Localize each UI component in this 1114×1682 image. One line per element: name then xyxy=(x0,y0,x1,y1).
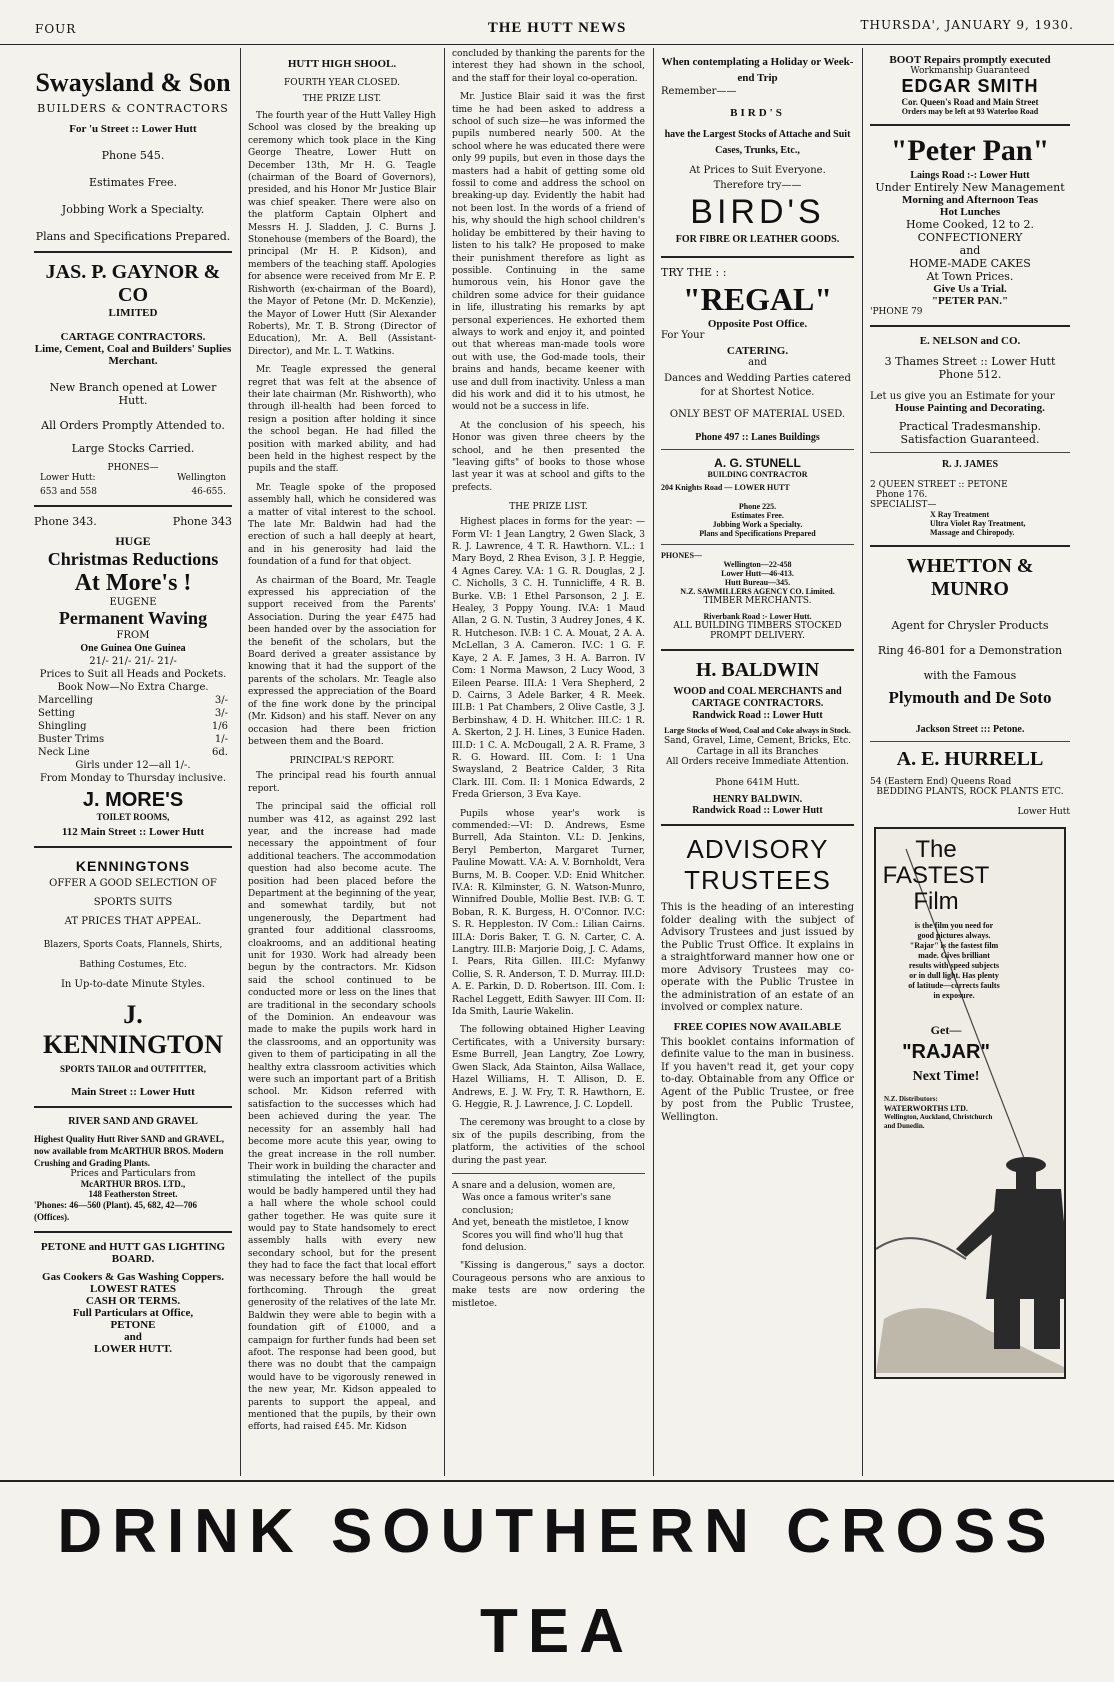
ad-title: Christmas Reductions xyxy=(47,549,219,569)
ad-title: H. BALDWIN xyxy=(695,659,820,681)
divider xyxy=(34,1231,232,1233)
divider xyxy=(452,1173,645,1174)
ad-line: SPORTS SUITS xyxy=(93,897,173,908)
ad-line: FROM xyxy=(116,630,150,641)
article-subhead: THE PRIZE LIST. xyxy=(509,502,588,513)
ad-line: Home Cooked, 12 to 2. xyxy=(905,218,1035,231)
ad-line: OFFER A GOOD SELECTION OF xyxy=(49,878,217,889)
ad-line: Ultra Violet Ray Treatment, xyxy=(930,519,1026,528)
ad-body: Highest Quality Hutt River SAND and GRAVEL, now available from McARTHUR BROS. Modern Crushing and Grading Plants. xyxy=(34,1134,224,1168)
ad-address: Riverbank Road :- Lower Hutt. xyxy=(703,612,812,621)
ad-line: For Your xyxy=(661,330,705,341)
ad-phone: Phone 545. xyxy=(101,149,165,162)
ad-line: PETONE xyxy=(110,1319,156,1331)
article-paragraph: Mr. Teagle expressed the general regret that was felt at the absence of their late chairman (Mr. Rishworth), who through ill-health had been forced to resign a position after holding it since the school began. He had filled the position with marked ability, and had been held in the highest respect by the pupils and the staff. xyxy=(248,365,436,475)
ad-line: 46-655. xyxy=(191,487,226,497)
ad-line: CATERING. xyxy=(726,345,789,357)
price-label: Shingling xyxy=(38,721,87,732)
article-paragraph: Mr. Teagle spoke of the proposed assembly hall, which he considered was a matter of vital interest to the school. The late Mr. Baldwin had had the erection of such a hall deeply at heart, and in his generosity had laid the foundation of a fund for that object. xyxy=(248,482,436,568)
ad-line: Gas Cookers & Gas Washing Coppers. xyxy=(42,1271,224,1283)
ad-line: X Ray Treatment xyxy=(930,510,990,519)
ad-phone: Phone 497 :: Lanes Buildings xyxy=(695,432,820,443)
price-value: 3/- xyxy=(214,695,228,706)
divider xyxy=(34,251,232,253)
ad-line: FOR FIBRE OR LEATHER GOODS. xyxy=(675,234,840,245)
ad-trade: BUILDERS & CONTRACTORS xyxy=(37,102,229,115)
ad-title: A. G. STUNELL xyxy=(714,456,801,470)
price-list xyxy=(34,694,232,759)
article-paragraph: The principal said the official roll number was 412, as against 292 last year, and the increase had made necessary the appointment of four additional teachers. The accommodation question had also become acute. The position had been placed before the Department at the beginning of the year, and somewhat tardily, but not ungenerously, the Department had granted four additional classrooms, cloakrooms, and an additional heating unit for 1930. Work had already been begun by the contractors. Mr. Kidson said the school continued to be conducted more or less on the lines that are traditional in the secondary schools of the Dominion. An endeavour was made to make the pupils work hard in the classrooms, and an opportunity was given to them of participating in all the healthy extra classroom activities which were such an important part of a British school. Mr. Kidson referred with satisfaction to the successes which had been achieved during the year. The necessity for an assembly hall had become more acute this year, owing to the great increase in the roll number. Their work in building the character and stimulating the intellect of the pupils would be badly hampered until they had a hall where the whole school could gather together. He was quite sure it would pay to State handsomely to erect assembly halls with every new secondary school, but for the present they had to face the fact that local effort was necessary before the hall would be forthcoming. Through the great generosity of the relatives of the late Mr. Baldwin they were able to begin with a foundation gift of £1000, and a campaign for further funds had been set afoot. The response had been good, but there was no doubt that the campaign would have to be vigorously renewed in the new year, Mr. Kidson appealed to parents to support the appeal, and mentioned that the pupils, by their own efforts, had raised £45. Mr. Kidson xyxy=(248,802,436,1433)
ad-line: When contemplating a Holiday or Week-end Trip xyxy=(661,56,854,84)
ad-line: CONFECTIONERY xyxy=(917,231,1023,244)
ad-title: At More's ! xyxy=(74,570,192,596)
ad-line: have the Largest Stocks of Attache and Suit Cases, Trunks, Etc., xyxy=(664,129,851,156)
article-paragraph: Highest places in forms for the year: —Form VI: 1 Jean Langtry, 2 Gwen Slack, 3 R. J. Lawrence, 4 T. R. Hawthorn. V.L.: 1 Mary Boyd, 2 Rhea Evison, 3 J. P. Heggie, 4 Agnes Carey. V.A: 1 G. R. Douglas, 2 J. C. Nicholls, 3 C. H. Tunnicliffe, 4 R. B. Burke. V.B: 1 Ethel Parsonson, 2 J. E. Healey, 3 Poppy Young. IV.A: 1 Maud Allan, 2 G. N. Tustin, 3 Audrey Jones, 4 K. R. Hutcheson. IV.B: 1 C. A. Mouat, 2 A. A. McLellan, 3 A. Cameron. IV.C: 1 G. F. Kaye, 2 A. F. James, 3 H. A. Barron. IV Com: 1 Norma Mawson, 2 Lucy Wood, 3 Eileen Pearse. III.A: 1 Vera Shepherd, 2 D. Cairns, 3 Adele Barker, 4 R. Meek. III.B: 1 Pat Chambers, 2 Olive Castle, 3 J. Berbinshaw, 4 D. H. Whitcher. III.C: 1 R. A. Skerton, 2 J. H. Lines, 3 Eunice Haden. III.D: 1 C. A. McDougall, 2 A. R. Frame, 3 R. G. Howard. III. Com. I: 1 Una Swaysland, 2 Beatrice Calder, 3 Rita Clark. III. Com. II: 1 Monica Edwards, 2 Freda Grierson, 3 Eva Kaye. xyxy=(452,517,645,801)
ad-title: "REGAL" xyxy=(682,281,833,317)
poem-line: And yet, beneath the mistletoe, I know xyxy=(452,1218,629,1229)
ad-line: "PETER PAN." xyxy=(931,295,1009,307)
james-ad xyxy=(870,459,1070,537)
ad-line: Orders may be left at 93 Waterloo Road xyxy=(901,107,1039,116)
ad-line: BOOT Repairs promptly executed xyxy=(889,54,1051,66)
ad-title: EDGAR SMITH xyxy=(901,76,1039,96)
price-value: 6d. xyxy=(212,747,228,758)
ad-title: JAS. P. GAYNOR & CO xyxy=(45,261,221,306)
ad-title: RIVER SAND AND GRAVEL xyxy=(68,1116,198,1127)
ad-line: Blazers, Sports Coats, Flannels, Shirts, Bathing Costumes, Etc. xyxy=(43,940,223,970)
ad-body: This is the heading of an interesting folder dealing with the subject of Advisory Trustees and just issued by the Public Trust Office. It explains in a straightforward manner how one or more Advisory Trustees may co-operate with the Public Trustee in the administration of an estate of an involved or complex nature. xyxy=(661,902,854,1013)
article-paragraph: The principal read his fourth annual report. xyxy=(248,771,436,794)
article-paragraph: The fourth year of the Hutt Valley High School was closed by the breaking up ceremony which took place in the King George Theatre, Lower Hutt on December 13th, Mr H. G. Teagle (chairman of the Board of Governors), presided, and his Honor Mr Justice Blair was chief speaker. There were also on the platform Captain Olphert and Messrs H. J. Sladden, J. C. Burns J. Stonehouse (members of the Board), the principal (Mr H. P. Kidson), and members of the teaching staff. Apologies for absence were received from Mr E. P. Rishworth (ex-chairman of the Board), the Mayor of Petone (Mr. D. McKenzie), the Mayor of Lower Hutt (Sir Alexander Roberts), Mr. T. B. Strong (Director of Education), Mr. A. Bell (Assistant-Director), and Mr. L. T. Watkins. xyxy=(248,111,436,357)
ad-line: CASH OR TERMS. xyxy=(85,1295,181,1307)
baldwin-ad xyxy=(661,659,854,816)
price-row xyxy=(38,746,228,759)
ad-line: Prices and Particulars from xyxy=(70,1169,196,1179)
poem-line: A snare and a delusion, women are, xyxy=(452,1180,616,1191)
price-value: 1/- xyxy=(214,734,228,745)
ad-line: Cartage in all its Branches xyxy=(696,747,819,757)
article-paragraph: At the conclusion of his speech, his Honor was given three cheers by the school, and he then presented the "leaving gifts" of books to those whose last year it was at school and gifts to the prefects. xyxy=(452,420,645,493)
column-rule xyxy=(862,48,863,1476)
price-row xyxy=(38,707,228,720)
ad-line: HUGE xyxy=(115,534,151,548)
ad-line: 21/- 21/- 21/- 21/- xyxy=(89,656,177,667)
article-subhead: PRINCIPAL'S REPORT. xyxy=(289,756,395,767)
ad-line: At Town Prices. xyxy=(926,270,1014,283)
ad-line: All Orders receive Immediate Attention. xyxy=(666,757,849,767)
ad-title: J. MORE'S xyxy=(82,789,184,811)
peter-pan-ad xyxy=(870,134,1070,317)
ad-line: HOME-MADE CAKES xyxy=(909,257,1031,270)
ad-line: WATERWORTHS LTD. xyxy=(884,1104,968,1113)
divider xyxy=(34,505,232,507)
ad-address: For 'u Street :: Lower Hutt xyxy=(69,123,197,135)
ad-line: Lower Hutt xyxy=(1017,807,1070,817)
divider xyxy=(661,256,854,258)
ad-line: and xyxy=(124,1331,142,1343)
divider xyxy=(34,1106,232,1108)
ad-line: Jobbing Work a Specialty. xyxy=(712,520,803,529)
stunell-ad xyxy=(661,456,854,538)
article-paragraph: Mr. Justice Blair said it was the first time he had been asked to address a school of such size—he was informed the pupils numbered nearly 500. At the school where he was educated there were only 99 pupils, but even in those days the masters had a habit of getting some old fossil to come and address the school on breaking-up day. Evidently the habit had not been lost. In the words of a friend of his, why should the high school children's holiday be embittered by their having to listen to his talk? He proposed to make their punishment therefore as light as possible. Continuing in the same humorous vein, his Honor gave the children some advice for their guidance in life, illustrating his remarks by apt personal experiences. He exhorted them always to work and enjoy it, and pointed out that whereas man-made tools wore out with use, the God-made tools, their brains and hands, became keener with use and dull from inactivity. Unless a man did his work and did it to his utmost, he would not be a success in life. xyxy=(452,92,645,413)
ad-phone: Phone 176. xyxy=(876,490,928,500)
ad-line: ONLY BEST OF MATERIAL USED. xyxy=(669,409,846,420)
price-label: Setting xyxy=(38,708,75,719)
divider xyxy=(661,649,854,651)
divider xyxy=(870,741,1070,742)
ad-line: HENRY BALDWIN. xyxy=(712,794,803,805)
divider xyxy=(870,124,1070,126)
ad-line: Massage and Chiropody. xyxy=(930,528,1015,537)
ad-line: Remember—— xyxy=(661,86,737,97)
divider xyxy=(870,325,1070,327)
footer-banner xyxy=(0,1480,1114,1666)
issue-date: THURSDA', JANUARY 9, 1930. xyxy=(860,18,1074,32)
ad-line: TIMBER MERCHANTS. xyxy=(703,596,812,606)
ad-address: Randwick Road :: Lower Hutt xyxy=(692,805,823,816)
poem-line: Scores you will find who'll hug that fond delusion. xyxy=(462,1230,624,1253)
divider xyxy=(34,846,232,848)
ad-line: Wellington xyxy=(177,473,226,483)
ad-title: BIRD'S xyxy=(690,193,825,231)
ad-address: Randwick Road :: Lower Hutt xyxy=(692,710,823,721)
river-ad xyxy=(34,1116,232,1223)
ad-line: Get— xyxy=(930,1023,962,1037)
ad-line: Ring 46-801 for a Demonstration xyxy=(877,644,1063,657)
ad-line: BEDDING PLANTS, ROCK PLANTS ETC. xyxy=(876,787,1064,797)
divider xyxy=(661,824,854,826)
article-subtitle: FOURTH YEAR CLOSED. xyxy=(284,78,400,88)
ad-line: Sand, Gravel, Lime, Cement, Bricks, Etc. xyxy=(663,736,852,746)
regal-ad xyxy=(661,266,854,443)
ad-line: Full Particulars at Office, xyxy=(72,1307,194,1319)
mores-ad xyxy=(34,515,232,838)
ad-phone: Phone 225. xyxy=(738,502,777,511)
nelson-ad xyxy=(870,335,1070,446)
ad-line: LIMITED xyxy=(108,307,158,319)
divider xyxy=(870,545,1070,547)
edgar-smith-ad xyxy=(870,54,1070,116)
divider xyxy=(661,449,854,450)
ad-address: Laings Road :-: Lower Hutt xyxy=(910,170,1030,181)
ad-line: Therefore try—— xyxy=(713,180,802,191)
divider xyxy=(870,452,1070,453)
ad-line: Estimates Free. xyxy=(731,511,784,520)
ad-title: KENNINGTONS xyxy=(75,858,191,874)
ad-line: Large Stocks of Wood, Coal and Coke always in Stock. xyxy=(664,726,851,735)
poem-line: Was once a famous writer's sane conclusion; xyxy=(462,1193,612,1216)
ad-line: Jobbing Work a Specialty. xyxy=(61,203,205,216)
ad-line: PHONES— xyxy=(107,463,159,473)
ad-line: AT PRICES THAT APPEAL. xyxy=(64,916,202,927)
ad-address: Cor. Queen's Road and Main Street xyxy=(901,97,1039,107)
ad-line: Workmanship Guaranteed xyxy=(910,66,1030,76)
price-value: 3/- xyxy=(214,708,228,719)
column-1 xyxy=(28,48,238,1476)
column-3 xyxy=(446,48,651,1476)
ad-title: Plymouth and De Soto xyxy=(888,688,1052,707)
ad-line: Next Time! xyxy=(912,1069,980,1084)
ad-address: Main Street :: Lower Hutt xyxy=(71,1086,195,1098)
column-2 xyxy=(242,48,442,1476)
ad-line: ALL BUILDING TIMBERS STOCKED PROMPT DELIVERY. xyxy=(673,621,842,641)
ad-title: ADVISORY xyxy=(686,834,829,864)
ad-line: Lime, Cement, Coal and Builders' Suplies Merchant. xyxy=(34,343,232,367)
ad-line: BIRD'S xyxy=(730,107,785,119)
ad-line: FREE COPIES NOW AVAILABLE xyxy=(673,1020,842,1033)
ad-line: Practical Tradesmanship. xyxy=(898,420,1042,433)
swaysland-ad xyxy=(34,68,232,243)
column-rule xyxy=(240,48,241,1476)
ad-title: A. E. HURRELL xyxy=(896,748,1044,770)
ad-line: New Branch opened at Lower Hutt. xyxy=(49,381,217,407)
birds-ad xyxy=(661,54,854,248)
ad-line: Let us give you an Estimate for your xyxy=(870,391,1055,402)
ad-title: N.Z. SAWMILLERS AGENCY CO. Limited. xyxy=(680,587,835,596)
ad-title: FASTEST xyxy=(882,862,990,889)
ad-phone: Wellington—22-458 xyxy=(723,560,792,569)
column-4 xyxy=(655,48,860,1476)
price-row xyxy=(38,694,228,707)
price-label: Neck Line xyxy=(38,747,90,758)
distributor-block xyxy=(884,1095,994,1131)
ad-address: 3 Thames Street :: Lower Hutt xyxy=(884,355,1056,368)
ad-line: EUGENE xyxy=(109,597,157,608)
ad-line: PHONES— xyxy=(661,551,702,560)
rajar-ad xyxy=(874,827,1066,1379)
page-header xyxy=(0,0,1114,45)
article-subhead: THE PRIZE LIST. xyxy=(302,94,382,104)
gaynor-ad xyxy=(34,261,232,497)
ad-title: TRUSTEES xyxy=(684,865,831,895)
phone-row xyxy=(34,515,232,528)
ad-line: LOWEST RATES xyxy=(89,1283,177,1295)
gas-ad xyxy=(34,1241,232,1355)
price-label: Marcelling xyxy=(38,695,93,706)
ad-line: Lower Hutt: xyxy=(40,473,96,483)
ad-line: TOILET ROOMS, xyxy=(96,812,170,822)
ad-address: 112 Main Street :: Lower Hutt xyxy=(61,826,205,838)
ad-line: One Guinea One Guinea xyxy=(80,643,186,654)
ad-phone: Phone 641M Hutt. xyxy=(715,778,800,788)
ad-trade: WOOD and COAL MERCHANTS and CARTAGE CONTRACTORS. xyxy=(673,686,842,709)
ad-line: McARTHUR BROS. LTD., xyxy=(80,1179,186,1189)
article-paragraph: Pupils whose year's work is commended:—VI: D. Andrews, Esme Burrell, Ada Stainton. V.L: D. Jenkins, Beryl Pemberton, Margaret Turner, Pauline Mowatt. V.A: A. V. Bornholdt, Vera Burns, M. B. Cooper. V.D: Enid Whitcher. IV.A: R. Kilminster, G. N. Watson-Munro, Winnifred Double, Mollie Best. IV.B: G. T. Boban, R. K. Burgess, H. O'Connor. IV.C: S. R. Heppleston. IV Com.: Lilian Cairns. III.A: Doris Baker, T. G. N. Carter, C. A. Langtry. III.B: Marjorie Doig, J. C. Adams, I. Pears, Rita Gillen. III.C: Myfanwy Collie, S. R. Anderson, T. D. Murray. III.D: A. E. Parkin, D. D. Robertson. III. Com. I: Rachel Leggett, Edith Sawyer. III Com. II: Ida Smith, Laurie Wakelin. xyxy=(452,808,645,1018)
ad-address: 204 Knights Road — LOWER HUTT xyxy=(661,483,790,492)
ad-line: From Monday to Thursday inclusive. xyxy=(39,773,227,784)
ad-line: Dances and Wedding Parties catered for at Shortest Notice. xyxy=(664,373,851,398)
article-paragraph: concluded by thanking the parents for the interest they had shown in the school, and the staff for their loyal co-operation. xyxy=(452,49,645,84)
page-number: FOUR xyxy=(35,22,77,36)
ad-body: is the film you need for good pictures always. "Rajar" is the fastest film made. Gives brilliant results with speed subjects or in dull light. Has plenty of latitude—corrects faults in exposure. xyxy=(908,921,1000,1000)
ad-phone: Phone 512. xyxy=(938,368,1002,381)
phone-numbers xyxy=(34,487,232,497)
ad-address: 2 QUEEN STREET :: PETONE xyxy=(870,480,1008,490)
ad-line: SPECIALIST— xyxy=(870,500,937,510)
ad-line: with the Famous xyxy=(923,669,1017,682)
ad-trade: CARTAGE CONTRACTORS. xyxy=(60,331,206,343)
ad-line: LOWER HUTT. xyxy=(93,1343,173,1355)
ad-line: Hot Lunches xyxy=(939,206,1001,218)
ad-title: Swaysland & Son xyxy=(35,68,231,97)
price-row xyxy=(38,720,228,733)
ad-line: 653 and 558 xyxy=(40,487,98,497)
whetton-ad xyxy=(870,555,1070,735)
ad-title: E. NELSON and CO. xyxy=(919,335,1021,347)
ad-line: Give Us a Trial. xyxy=(933,283,1007,295)
rajar-heading xyxy=(876,837,996,915)
sawmillers-ad xyxy=(661,551,854,641)
ad-phone: Lower Hutt—46-413. xyxy=(721,569,794,578)
ad-title: PETONE and HUTT GAS LIGHTING BOARD. xyxy=(40,1241,226,1265)
ad-line: Wellington, Auckland, Christchurch and Dunedin. xyxy=(884,1113,993,1130)
ad-line: and xyxy=(748,357,767,368)
article-paragraph: The ceremony was brought to a close by six of the pupils describing, from the platform, the activities of the school during the past year. xyxy=(452,1118,645,1166)
article-paragraph: The following obtained Higher Leaving Certificates, with a University bursary: Esme Burrell, Jean Langtry, Zoe Lowry, Gwen Slack, Ada Stainton, Ailsa Wallace, Hazel Williams, H. T. Allison, D. E. Andrews, E. J. W. Fry, T. R. Hawthorn, E. G. Heggie, R. J. Lawrence, J. C. Lopdell. xyxy=(452,1025,645,1110)
ad-line: In Up-to-date Minute Styles. xyxy=(60,979,206,990)
article-title: HUTT HIGH SHOOL. xyxy=(287,58,397,70)
ad-title: J. KENNINGTON xyxy=(42,1000,224,1059)
ad-line: Plans and Specifications Prepared xyxy=(699,529,816,538)
phone-labels xyxy=(34,473,232,483)
ad-title: "Peter Pan" xyxy=(890,134,1050,167)
ad-line: At Prices to Suit Everyone. xyxy=(689,165,826,176)
kennington-ad xyxy=(34,858,232,1098)
ad-title: The xyxy=(915,836,957,863)
ad-line: Under Entirely New Management xyxy=(875,181,1065,194)
ad-phone: 'PHONE 79 xyxy=(870,307,923,317)
ad-line: Large Stocks Carried. xyxy=(71,442,195,455)
column-5 xyxy=(864,48,1076,1476)
article-paragraph: As chairman of the Board, Mr. Teagle expressed his appreciation of the support received from the Parents' Association. During the year £475 had been handed over by the association for the benefit of the scholars, but the Board derived a greater assistance by knowing that it had the support of the parents of the scholars. Mr. Teagle also expressed the appreciation of the Board of the fine work done by the principal (Mr. Kidson) and his staff. Never on any occasion had there been friction between them and the Board. xyxy=(248,575,436,747)
ad-line: and xyxy=(959,244,981,257)
footer-slogan: DRINK SOUTHERN CROSS TEA xyxy=(57,1497,1057,1666)
ad-line: Book Now—No Extra Charge. xyxy=(57,682,209,693)
ad-trade: BUILDING CONTRACTOR xyxy=(707,470,808,479)
newspaper-title: THE HUTT NEWS xyxy=(487,20,627,36)
ad-line: TRY THE : : xyxy=(661,266,727,279)
ad-line: Morning and Afternoon Teas xyxy=(902,194,1038,206)
ad-line: House Painting and Decorating. xyxy=(895,402,1045,414)
ad-line: Agent for Chrysler Products xyxy=(891,619,1049,632)
ad-title: R. J. JAMES xyxy=(941,459,999,470)
ad-line: 'Phones: 46—560 (Plant). 45, 682, 42—706 (Offices). xyxy=(34,1200,197,1222)
ad-line: Satisfaction Guaranteed. xyxy=(900,433,1040,446)
article-paragraph: "Kissing is dangerous," says a doctor. Courageous persons who are anxious to make tests are now ordering the mistletoe. xyxy=(452,1261,645,1309)
ad-line: Plans and Specifications Prepared. xyxy=(35,230,231,243)
ad-title: Permanent Waving xyxy=(58,608,208,628)
column-rule xyxy=(653,48,654,1476)
ad-line: N.Z. Distributors: xyxy=(884,1095,938,1103)
column-rule xyxy=(444,48,445,1476)
price-value: 1/6 xyxy=(211,721,228,732)
poem xyxy=(452,1180,645,1254)
ad-phone: Hutt Bureau—345. xyxy=(724,578,791,587)
trustees-ad xyxy=(661,834,854,1124)
ad-title: WHETTON & MUNRO xyxy=(906,555,1034,600)
ad-body: This booklet contains information of definite value to the man in business. If you haven't read it, get your copy to-day. Obtainable from any Office or Agent of the Public Trustee, or free by post from the Public Trustee, Wellington. xyxy=(661,1036,854,1123)
ad-line: Estimates Free. xyxy=(88,176,178,189)
ad-line: Opposite Post Office. xyxy=(707,318,808,330)
ad-phone: Phone 343. xyxy=(34,515,97,528)
ad-phone: Phone 343 xyxy=(172,515,232,528)
ad-line: 148 Featherston Street. xyxy=(88,1189,178,1199)
ad-line: Girls under 12—all 1/-. xyxy=(75,760,191,771)
ad-line: Prices to Suit all Heads and Pockets. xyxy=(39,669,227,680)
price-row xyxy=(38,733,228,746)
ad-address: Jackson Street ::: Petone. xyxy=(915,724,1025,735)
ad-title: Film xyxy=(913,888,959,915)
price-label: Buster Trims xyxy=(38,734,105,745)
ad-title: "RAJAR" xyxy=(902,1041,990,1063)
ad-trade: SPORTS TAILOR and OUTFITTER, xyxy=(60,1064,206,1074)
ad-line: All Orders Promptly Attended to. xyxy=(41,419,225,432)
ad-address: 54 (Eastern End) Queens Road xyxy=(870,777,1012,787)
hurrell-ad xyxy=(870,748,1070,817)
divider xyxy=(661,544,854,545)
